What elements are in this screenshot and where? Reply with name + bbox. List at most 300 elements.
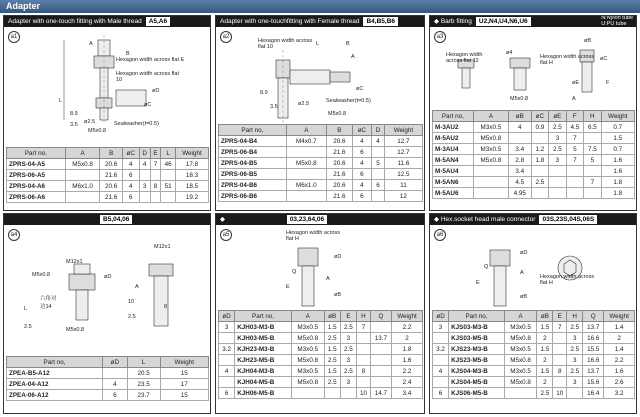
table-cell <box>357 355 371 366</box>
table-cell: 20.6 <box>326 180 352 191</box>
column-header: H <box>357 311 371 322</box>
table-cell: 7 <box>584 177 601 188</box>
table-cell: M-5AN4 <box>433 155 474 166</box>
column-header: D <box>139 148 150 159</box>
table-row <box>7 170 209 181</box>
table-cell: 6 <box>122 192 139 203</box>
table-cell <box>531 133 548 144</box>
table-cell <box>566 177 583 188</box>
spec-table <box>432 310 635 399</box>
table-row <box>219 388 423 399</box>
table-cell: 4 <box>122 159 139 170</box>
table-cell: ZPRS-06-B4 <box>219 147 287 158</box>
table-cell: 21.6 <box>100 170 122 181</box>
column-header: A <box>473 111 508 122</box>
table-cell: M5x0.8 <box>473 155 508 166</box>
table-cell: 2.5 <box>340 344 356 355</box>
spec-table <box>432 110 635 199</box>
drawing-label: M5x0.8 <box>328 111 347 117</box>
series-code: 03,23,64,06 <box>287 215 327 224</box>
drawing-label: øD <box>104 274 112 280</box>
column-header: Weight <box>384 125 422 136</box>
table-cell: 16.6 <box>583 355 604 366</box>
fitting-drawing <box>4 30 210 140</box>
column-header: Weight <box>604 311 635 322</box>
table-cell: 15 <box>160 390 208 401</box>
table-cell: 7 <box>357 322 371 333</box>
column-header: Part no, <box>449 311 505 322</box>
table-cell: 20.6 <box>326 136 352 147</box>
table-cell: 2.8 <box>508 155 531 166</box>
table-row <box>219 366 423 377</box>
table-cell: 2 <box>604 333 635 344</box>
table-cell: 18.3 <box>175 170 208 181</box>
column-header: øB <box>537 311 553 322</box>
table-cell: 12.5 <box>384 169 422 180</box>
table-cell: M5x0.8 <box>286 158 326 169</box>
table-cell <box>357 344 371 355</box>
table-cell: ZPRS-04-B4 <box>219 136 287 147</box>
spec-table <box>218 124 423 202</box>
table-cell <box>531 188 548 199</box>
table-cell: 4 <box>103 379 128 390</box>
drawing-label: 2.5 <box>128 314 136 320</box>
table-row <box>433 122 635 133</box>
table-cell: 7 <box>566 155 583 166</box>
table-cell: M3x0.5 <box>504 366 536 377</box>
table-row <box>433 322 635 333</box>
table-cell: 11.6 <box>384 158 422 169</box>
table-cell: 1.6 <box>601 166 634 177</box>
table-cell: 4 <box>433 366 449 377</box>
table-cell: 2.5 <box>549 144 566 155</box>
table-cell <box>370 377 391 388</box>
table-cell: 1.8 <box>601 188 634 199</box>
table-cell: 8 <box>357 366 371 377</box>
table-cell <box>566 166 583 177</box>
table-cell: 4.5 <box>566 122 583 133</box>
panel-kjh <box>215 213 425 414</box>
table-cell: 2 <box>537 377 553 388</box>
drawing-label: Hexagon width across flat E <box>116 57 185 63</box>
drawing-label: øB <box>334 292 342 298</box>
table-cell: 2 <box>537 333 553 344</box>
table-cell <box>372 191 385 202</box>
table-cell: 1.4 <box>604 344 635 355</box>
panel-header: ◆ Barb fitting U2,N4,U4,N6,U6 N:Nylon tube U:PU tube <box>430 16 636 27</box>
spec-table <box>6 147 209 203</box>
table-cell: 23.5 <box>127 379 160 390</box>
column-header: B <box>100 148 122 159</box>
table-cell: 3 <box>340 333 356 344</box>
drawing-label: Hexagon width across flat H <box>540 274 595 286</box>
table-row <box>219 344 423 355</box>
table-row <box>219 355 423 366</box>
table-cell: 13.7 <box>583 322 604 333</box>
column-header: E <box>553 311 567 322</box>
panel-female-thread <box>215 15 425 211</box>
table-cell <box>473 188 508 199</box>
table-cell: 3.2 <box>604 388 635 399</box>
table-cell: 20.6 <box>100 159 122 170</box>
table-header-row <box>7 148 209 159</box>
table-cell: 12.7 <box>384 136 422 147</box>
column-header: øB <box>324 311 340 322</box>
section-marker: a3 <box>434 31 446 43</box>
panel-header: Adapter with one-touchfitting with Female thread B4,B5,B6 <box>216 16 424 27</box>
table-cell: 2 <box>391 333 422 344</box>
table-cell: 4 <box>372 136 385 147</box>
table-row <box>219 377 423 388</box>
table-cell: 4 <box>122 181 139 192</box>
table-cell: M-5AU6 <box>433 188 474 199</box>
table-cell <box>566 188 583 199</box>
drawing-label: L <box>316 41 320 47</box>
table-header-row <box>433 111 635 122</box>
table-row <box>433 355 635 366</box>
table-row <box>219 191 423 202</box>
series-code: B5,04,06 <box>100 215 132 224</box>
table-cell: 0.9 <box>531 122 548 133</box>
table-cell: 1.5 <box>537 322 553 333</box>
table-cell: 19.2 <box>175 192 208 203</box>
fitting-drawing <box>4 234 210 354</box>
drawing-label: A <box>326 276 330 282</box>
table-cell <box>219 333 235 344</box>
drawing-label: A <box>351 54 355 60</box>
table-cell: 1.5 <box>324 322 340 333</box>
table-cell <box>372 169 385 180</box>
table-cell <box>433 355 449 366</box>
table-cell: 4 <box>352 180 371 191</box>
drawing-label: øE <box>572 80 580 86</box>
table-row <box>7 159 209 170</box>
drawing-label: M12x1 <box>66 259 83 265</box>
table-cell: 21.6 <box>326 147 352 158</box>
table-row <box>7 390 209 401</box>
drawing-label: B <box>126 51 130 57</box>
table-cell: M5x0.8 <box>504 377 536 388</box>
table-cell <box>286 147 326 158</box>
table-cell: 6 <box>372 180 385 191</box>
section-marker: a6 <box>434 229 446 241</box>
table-cell <box>584 188 601 199</box>
table-cell: 17 <box>160 379 208 390</box>
table-cell <box>65 192 100 203</box>
table-cell: 51 <box>161 181 176 192</box>
table-cell: 7 <box>566 133 583 144</box>
table-cell: KJS03-M3-B <box>449 322 505 333</box>
table-row <box>433 366 635 377</box>
table-cell: 11 <box>384 180 422 191</box>
table-cell <box>357 377 371 388</box>
table-row <box>7 368 209 379</box>
table-row <box>219 147 423 158</box>
table-cell: 4 <box>352 136 371 147</box>
table-cell: 6.5 <box>584 122 601 133</box>
table-cell: 1.8 <box>601 177 634 188</box>
drawing-label: 3.5 <box>270 104 278 110</box>
drawing-label: øC <box>144 102 152 108</box>
drawing-label: M5x0.8 <box>66 327 85 333</box>
table-cell: 3.2 <box>219 344 235 355</box>
table-row <box>433 155 635 166</box>
drawing-label: E <box>476 280 480 286</box>
section-marker: a2 <box>220 31 232 43</box>
column-header: A <box>286 125 326 136</box>
table-cell: M5x0.8 <box>504 333 536 344</box>
table-cell: 6 <box>122 170 139 181</box>
fitting-drawing <box>430 228 636 318</box>
table-cell: M3x0.5 <box>291 366 324 377</box>
column-header: E <box>150 148 161 159</box>
table-cell: 6 <box>433 388 449 399</box>
table-header-row <box>433 311 635 322</box>
table-cell: ZPRS-06-B5 <box>219 169 287 180</box>
column-header: L <box>161 148 176 159</box>
panel-header: ◆ 03,23,64,06 <box>216 214 424 225</box>
table-cell: 2.4 <box>391 377 422 388</box>
table-cell <box>549 188 566 199</box>
table-row <box>433 188 635 199</box>
column-header: øB <box>508 111 531 122</box>
table-cell: M-5AU4 <box>433 166 474 177</box>
drawing-label: Hexagon width across flat H <box>540 54 595 66</box>
drawing-label: M5x0.8 <box>88 128 107 134</box>
table-cell: 1.6 <box>391 355 422 366</box>
table-cell: 3 <box>549 133 566 144</box>
column-header: F <box>566 111 583 122</box>
table-cell: 0.7 <box>601 122 634 133</box>
panel-header <box>4 214 210 225</box>
table-cell <box>553 344 567 355</box>
table-cell: 2.5 <box>549 122 566 133</box>
table-cell: ZPRS-04-B6 <box>219 180 287 191</box>
column-header: Weight <box>391 311 422 322</box>
table-header-row <box>219 125 423 136</box>
drawing-label: L <box>59 98 63 104</box>
column-header: øD <box>103 357 128 368</box>
table-cell: 1.5 <box>601 133 634 144</box>
table-cell: 2.5 <box>567 322 583 333</box>
table-cell: M5x0.8 <box>291 377 324 388</box>
drawing-label: A <box>89 41 93 47</box>
table-cell <box>219 355 235 366</box>
section-marker: a4 <box>8 229 20 241</box>
table-cell: 10 <box>357 388 371 399</box>
drawing-label: 8 <box>164 304 168 310</box>
table-cell: 3 <box>433 322 449 333</box>
table-cell: 1.4 <box>604 322 635 333</box>
table-cell <box>553 377 567 388</box>
table-cell: M-3AU4 <box>433 144 474 155</box>
table-cell: 12 <box>384 191 422 202</box>
table-cell: 3 <box>567 377 583 388</box>
table-cell <box>473 177 508 188</box>
table-cell: 7 <box>150 159 161 170</box>
table-cell: 6 <box>219 388 235 399</box>
column-header: Weight <box>160 357 208 368</box>
drawing-label: Hexagon width across flat H <box>286 230 341 242</box>
drawing-label: øD <box>334 254 342 260</box>
table-cell <box>286 169 326 180</box>
table-cell: M4x0.7 <box>286 136 326 147</box>
fitting-drawing <box>430 30 636 110</box>
table-cell: ZPEA-06-A12 <box>7 390 103 401</box>
table-header-row <box>219 311 423 322</box>
table-cell <box>370 344 391 355</box>
column-header: øD <box>433 311 449 322</box>
table-cell: 21.6 <box>326 169 352 180</box>
table-cell <box>291 388 324 399</box>
table-cell: 3.4 <box>508 166 531 177</box>
table-cell <box>553 355 567 366</box>
table-cell: M3x0.5 <box>473 122 508 133</box>
table-cell <box>504 388 536 399</box>
table-cell <box>103 368 128 379</box>
table-cell: KJH23-M3-B <box>235 344 292 355</box>
table-cell: M6x1.0 <box>286 180 326 191</box>
spec-table <box>218 310 423 399</box>
table-row <box>219 158 423 169</box>
table-cell: 16.4 <box>583 388 604 399</box>
table-cell <box>150 192 161 203</box>
table-cell: 2.5 <box>324 355 340 366</box>
table-cell <box>139 170 150 181</box>
table-cell: 15.6 <box>583 377 604 388</box>
table-cell: ZPRS-06-A6 <box>7 192 66 203</box>
drawing-label: A <box>135 284 139 290</box>
table-row <box>433 377 635 388</box>
table-cell: 6 <box>352 169 371 180</box>
column-header: Weight <box>175 148 208 159</box>
drawing-label: Hexagon width across flat 12 <box>446 52 483 64</box>
drawing-label: 2.5 <box>24 324 32 330</box>
table-cell <box>324 388 340 399</box>
table-cell <box>372 147 385 158</box>
table-cell: KJH06-M5-B <box>235 388 292 399</box>
drawing-label: øB <box>584 38 592 44</box>
table-cell: 4 <box>219 366 235 377</box>
table-cell: KJH03-M3-B <box>235 322 292 333</box>
table-cell: 12.7 <box>384 147 422 158</box>
table-cell: ZPRS-06-A5 <box>7 170 66 181</box>
table-cell <box>357 333 371 344</box>
column-header: Part no, <box>219 125 287 136</box>
table-cell: 8 <box>150 181 161 192</box>
table-cell <box>473 166 508 177</box>
tube-note: N:Nylon tube U:PU tube <box>601 16 633 27</box>
table-cell: 3 <box>567 333 583 344</box>
table-cell: ZPEA-B5-A12 <box>7 368 103 379</box>
table-cell: 10 <box>553 388 567 399</box>
table-cell: 3 <box>219 322 235 333</box>
table-cell: 2.5 <box>340 322 356 333</box>
table-cell: 8 <box>553 366 567 377</box>
table-cell: 3 <box>340 377 356 388</box>
column-header: A <box>504 311 536 322</box>
table-cell <box>370 366 391 377</box>
table-row <box>219 136 423 147</box>
table-cell: 2.5 <box>567 366 583 377</box>
table-cell: 20.6 <box>100 181 122 192</box>
table-cell: ZPRS-04-A5 <box>7 159 66 170</box>
table-row <box>7 181 209 192</box>
table-row <box>433 166 635 177</box>
table-cell: 21.6 <box>326 191 352 202</box>
table-cell: 23.7 <box>127 390 160 401</box>
table-cell: M3x0.5 <box>473 144 508 155</box>
drawing-label: ø2.5 <box>298 101 310 107</box>
drawing-label: B <box>346 41 350 47</box>
drawing-label: Sealwasher(t=0.5) <box>326 98 371 104</box>
column-header: Part no, <box>433 111 474 122</box>
drawing-label: M12x1 <box>154 244 171 250</box>
table-cell <box>549 177 566 188</box>
column-header: L <box>127 357 160 368</box>
drawing-label: A <box>572 96 576 102</box>
table-cell: 6 <box>352 147 371 158</box>
drawing-label: 10 <box>128 299 135 305</box>
series-code: U2,N4,U4,N6,U6 <box>476 17 531 26</box>
table-cell: 3 <box>340 355 356 366</box>
column-header: Part no, <box>7 148 66 159</box>
table-cell: 1.8 <box>531 155 548 166</box>
table-cell: 4.5 <box>508 177 531 188</box>
table-header-row <box>7 357 209 368</box>
drawing-label: A <box>520 270 524 276</box>
table-cell <box>531 166 548 177</box>
table-cell <box>340 388 356 399</box>
drawing-label: Hexagon width across flat 10 <box>258 38 313 50</box>
table-cell <box>139 192 150 203</box>
table-cell: 6 <box>103 390 128 401</box>
table-cell: M3x0.5 <box>291 322 324 333</box>
drawing-label: 3.5 <box>70 122 78 128</box>
table-cell: 46 <box>161 159 176 170</box>
table-cell: 3 <box>139 181 150 192</box>
table-cell <box>219 377 235 388</box>
table-cell: KJS04-M3-B <box>449 366 505 377</box>
column-header: H <box>584 111 601 122</box>
table-cell: 2 <box>537 355 553 366</box>
panel-adapter-a12 <box>3 213 211 414</box>
table-row <box>433 144 635 155</box>
table-cell: 3 <box>549 155 566 166</box>
table-cell: M3x0.5 <box>504 344 536 355</box>
table-cell: 1.5 <box>324 366 340 377</box>
drawing-label: øD <box>152 88 160 94</box>
table-cell: 2.5 <box>324 377 340 388</box>
drawing-label: øD <box>520 250 528 256</box>
column-header: øE <box>549 111 566 122</box>
drawing-label: 8.9 <box>260 90 268 96</box>
table-cell <box>549 166 566 177</box>
column-header: Part no, <box>235 311 292 322</box>
drawing-label: øC <box>600 56 608 62</box>
table-cell: 1.2 <box>531 144 548 155</box>
table-cell: 3.2 <box>433 344 449 355</box>
table-cell: M5x0.8 <box>65 159 100 170</box>
table-cell: 20.5 <box>127 368 160 379</box>
drawing-label: ø2.5 <box>84 119 96 125</box>
table-cell: 6 <box>352 191 371 202</box>
table-cell: ZPRS-06-B6 <box>219 191 287 202</box>
column-header: Part no, <box>7 357 103 368</box>
column-header: A <box>65 148 100 159</box>
column-header: B <box>326 125 352 136</box>
table-cell <box>161 170 176 181</box>
